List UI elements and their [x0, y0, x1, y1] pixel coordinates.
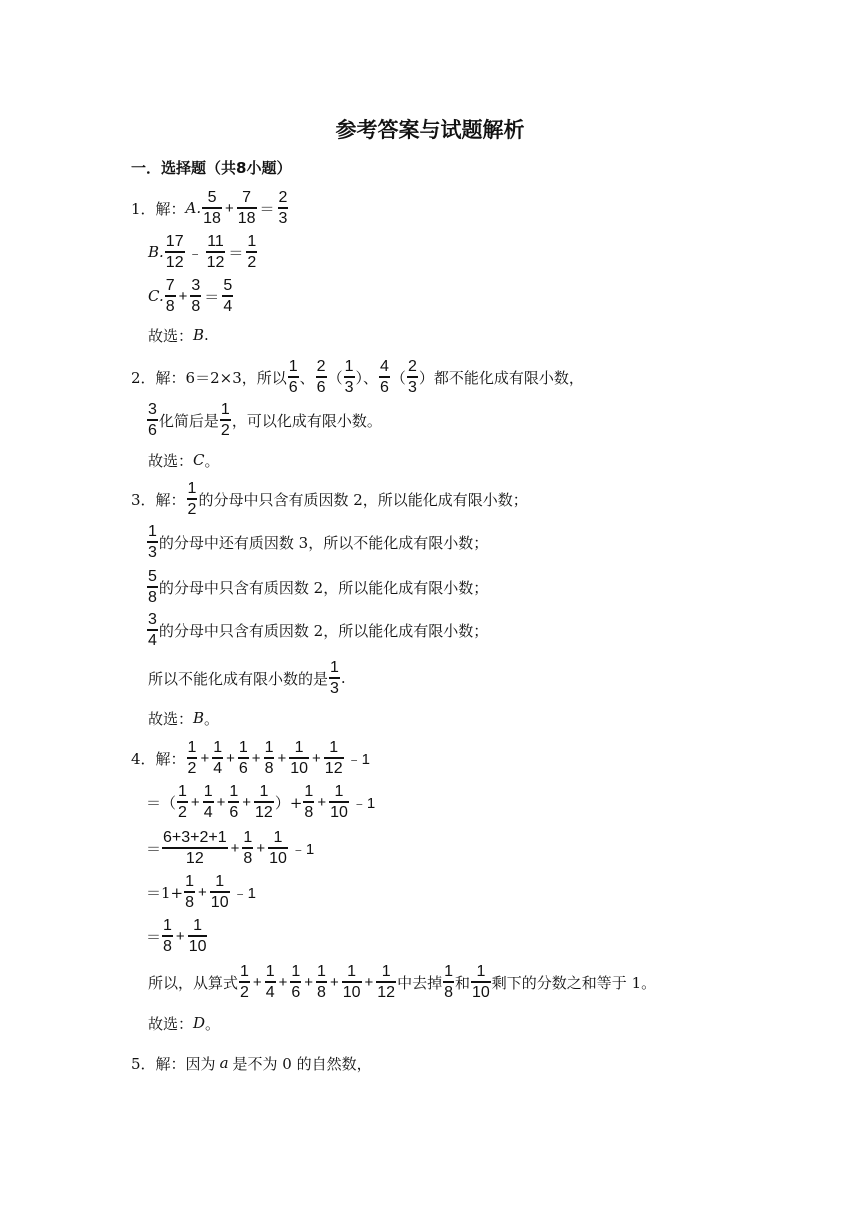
- page-title: 参考答案与试题解析: [335, 118, 525, 142]
- q1-line-b: B. $\frac{17}{12}$ ﹣ $\frac{11}{12}$ ＝ $\frac{1}{2}$: [148, 233, 257, 271]
- q5-line-1: 5．解： 因为 a 是不为 0 的自然数，: [131, 1054, 372, 1073]
- fraction: $\frac{17}{12}$: [165, 233, 184, 271]
- q1-option-c-label: C.: [148, 287, 164, 305]
- fraction: $\frac{7}{18}$: [237, 189, 256, 227]
- q3-answer: 故选： B 。: [148, 709, 220, 728]
- q4-step-2: ＝（ $\frac{1}{2}$ + $\frac{1}{4}$ + $\frac{1}{6}$ + $\frac{1}{12}$ ）+ $\frac{1}{8}$ + $\frac{1}{10}$ ﹣1: [146, 783, 376, 821]
- q2-line-2: $\frac{3}{6}$ 化简后是 $\frac{1}{2}$ ，可以化成有限小数。: [148, 401, 382, 439]
- fraction: $\frac{5}{8}$: [148, 568, 157, 606]
- q4-number: 4．解：: [131, 749, 186, 768]
- fraction: $\frac{1}{8}$: [163, 917, 172, 955]
- fraction: $\frac{1}{2}$: [247, 233, 257, 271]
- fraction: $\frac{1}{12}$: [377, 963, 396, 1001]
- fraction: $\frac{1}{12}$: [324, 739, 343, 777]
- fraction: $\frac{1}{10}$: [210, 873, 229, 911]
- fraction: $\frac{1}{6}$: [291, 963, 301, 1001]
- q1-option-b-label: B.: [148, 243, 164, 261]
- q3-line-1: 3．解： $\frac{1}{2}$ 的分母中只含有质因数 2，所以能化成有限小数；: [131, 480, 528, 518]
- fraction: $\frac{3}{8}$: [191, 277, 201, 315]
- q3-answer-choice: B: [193, 709, 205, 727]
- q3-line-2: $\frac{1}{3}$ 的分母中还有质因数 3，所以不能化成有限小数；: [148, 523, 489, 561]
- fraction: $\frac{1}{3}$: [330, 659, 339, 697]
- fraction: $\frac{1}{4}$: [213, 739, 223, 777]
- fraction: $\frac{1}{10}$: [342, 963, 361, 1001]
- q5-number: 5．解：: [131, 1054, 186, 1073]
- fraction: $\frac{1}{10}$: [330, 783, 348, 821]
- fraction: $\frac{1}{3}$: [344, 358, 354, 396]
- fraction: $\frac{1}{8}$: [304, 783, 314, 821]
- fraction: $\frac{2}{3}$: [407, 358, 417, 396]
- fraction: $\frac{11}{12}$: [206, 233, 225, 271]
- q4-step-4: ＝1+ $\frac{1}{8}$ + $\frac{1}{10}$ ﹣1: [146, 873, 256, 911]
- q4-step-5: ＝ $\frac{1}{8}$ + $\frac{1}{10}$: [146, 917, 207, 955]
- fraction: $\frac{1}{2}$: [187, 480, 197, 518]
- fraction: $\frac{1}{3}$: [148, 523, 157, 561]
- fraction: $\frac{1}{2}$: [187, 739, 197, 777]
- fraction: $\frac{3}{6}$: [148, 401, 157, 439]
- q1-answer: 故选： B .: [148, 326, 209, 345]
- q2-line-1: 2．解： 6＝2×3，所以 $\frac{1}{6}$ 、 $\frac{2}{6}$ （ $\frac{1}{3}$ ）、 $\frac{4}{6}$ （ $\frac{2}{3}$ ） 都不能化成有限小数，: [131, 358, 584, 396]
- fraction: $\frac{1}{2}$: [178, 783, 187, 821]
- fraction: $\frac{3}{4}$: [148, 611, 157, 649]
- q3-line-4: $\frac{3}{4}$ 的分母中只含有质因数 2，所以能化成有限小数；: [148, 611, 489, 649]
- fraction: $\frac{1}{2}$: [240, 963, 249, 1001]
- q3-number: 3．解：: [131, 490, 186, 509]
- q4-step-1: 4．解： $\frac{1}{2}$ + $\frac{1}{4}$ + $\frac{1}{6}$ + $\frac{1}{8}$ + $\frac{1}{10}$ + $\frac{1}{12}$ ﹣1: [131, 739, 370, 777]
- fraction: $\frac{1}{6}$: [288, 358, 298, 396]
- q2-answer-choice: C: [193, 451, 205, 469]
- q1-number: 1．解：: [131, 199, 186, 218]
- q4-answer: 故选： D 。: [148, 1014, 221, 1033]
- fraction: $\frac{2}{3}$: [278, 189, 288, 227]
- q4-conclusion: 所以，从算式 $\frac{1}{2}$ + $\frac{1}{4}$ + $\frac{1}{6}$ + $\frac{1}{8}$ + $\frac{1}{10}$ + $\frac{1}{12}$ 中去掉 $\frac{1}{8}$ 和 $\frac{1}{10}$ 剩下的分数之和等于 1。: [148, 963, 657, 1001]
- fraction: $\frac{7}{8}$: [165, 277, 175, 315]
- fraction: $\frac{5}{18}$: [203, 189, 221, 227]
- fraction: $\frac{5}{4}$: [223, 277, 233, 315]
- fraction: $\frac{1}{12}$: [255, 783, 273, 821]
- fraction: $\frac{1}{10}$: [269, 829, 287, 867]
- fraction: $\frac{4}{6}$: [380, 358, 389, 396]
- fraction: $\frac{1}{10}$: [290, 739, 309, 777]
- fraction: $\frac{1}{8}$: [264, 739, 274, 777]
- q2-number: 2．解：: [131, 368, 186, 387]
- fraction: $\frac{2}{6}$: [316, 358, 326, 396]
- q1-answer-choice: B: [193, 326, 205, 344]
- q4-answer-choice: D: [193, 1014, 206, 1032]
- fraction: $\frac{1}{4}$: [203, 783, 213, 821]
- q5-variable: a: [219, 1054, 229, 1072]
- fraction: $\frac{1}{4}$: [265, 963, 275, 1001]
- fraction: $\frac{1}{6}$: [238, 739, 248, 777]
- fraction: $\frac{1}{2}$: [220, 401, 230, 439]
- q3-line-3: $\frac{5}{8}$ 的分母中只含有质因数 2，所以能化成有限小数；: [148, 568, 489, 606]
- fraction: $\frac{1}{8}$: [185, 873, 195, 911]
- fraction: $\frac{1}{6}$: [229, 783, 239, 821]
- fraction: $\frac{1}{10}$: [472, 963, 490, 1001]
- section-heading: 一．选择题（共8小题）: [131, 159, 292, 177]
- q2-answer: 故选： C 。: [148, 451, 220, 470]
- fraction: $\frac{1}{8}$: [317, 963, 326, 1001]
- q1-line-c: C. $\frac{7}{8}$ + $\frac{3}{8}$ ＝ $\frac{5}{4}$: [148, 277, 233, 315]
- fraction: $\frac{6+3+2+1}{12}$: [163, 829, 227, 867]
- fraction: $\frac{1}{8}$: [243, 829, 253, 867]
- fraction: $\frac{1}{10}$: [188, 917, 207, 955]
- q1-option-a-label: A.: [185, 199, 202, 217]
- fraction: $\frac{1}{8}$: [444, 963, 453, 1001]
- q1-line-a: 1．解： A. $\frac{5}{18}$ + $\frac{7}{18}$ ＝ $\frac{2}{3}$: [131, 189, 288, 227]
- q3-line-5: 所以不能化成有限小数的是 $\frac{1}{3}$ .: [148, 659, 346, 697]
- q4-step-3: ＝ $\frac{6+3+2+1}{12}$ + $\frac{1}{8}$ + $\frac{1}{10}$ ﹣1: [146, 829, 315, 867]
